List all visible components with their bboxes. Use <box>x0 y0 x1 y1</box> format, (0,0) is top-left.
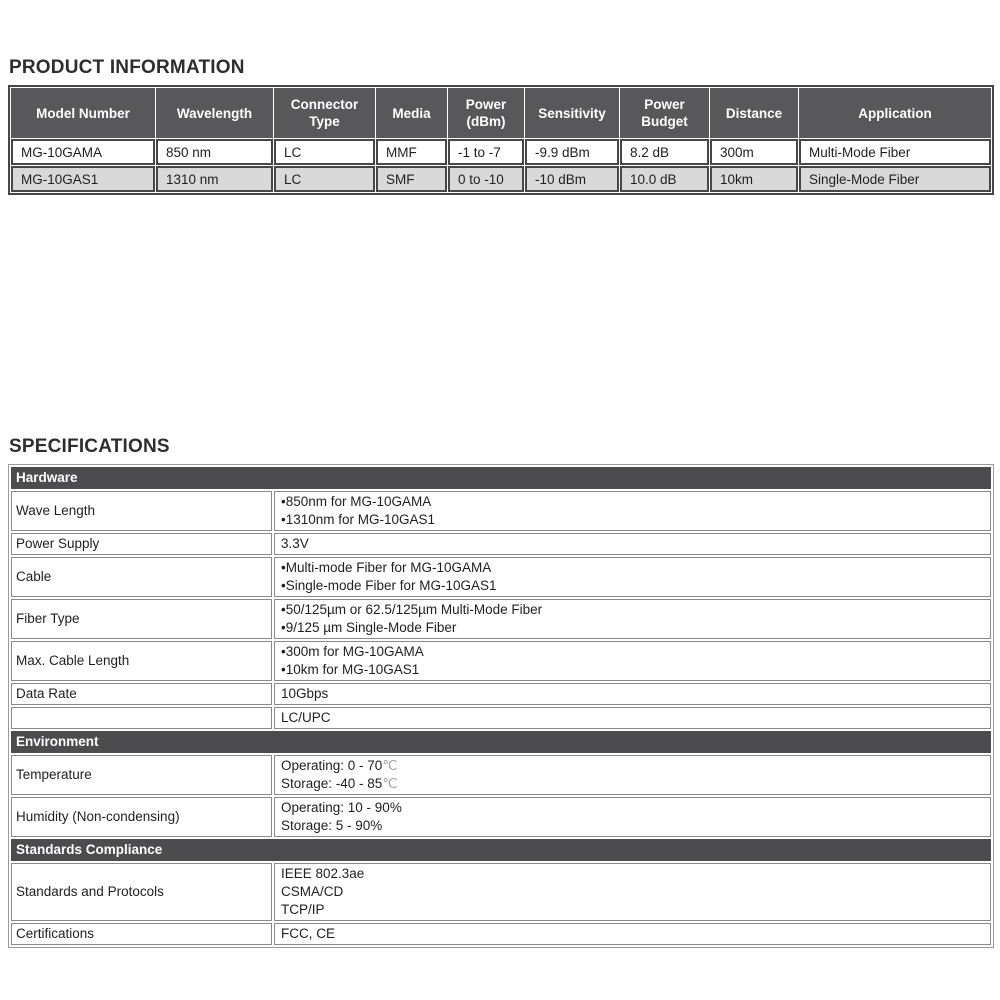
cell-wavelength: 1310 nm <box>156 166 273 192</box>
spec-row-temperature <box>11 755 991 795</box>
spec-value: FCC, CE <box>274 923 991 945</box>
spec-row-connector <box>11 707 991 729</box>
spec-label: Data Rate <box>11 683 272 705</box>
product-info-title: PRODUCT INFORMATION <box>9 57 245 78</box>
cell-model-number: MG-10GAS1 <box>11 166 155 192</box>
cell-power-budget: 8.2 dB <box>620 139 709 165</box>
spec-row-humidity <box>11 797 991 837</box>
spec-label: Fiber Type <box>11 599 272 639</box>
cell-power-dbm: -1 to -7 <box>448 139 524 165</box>
spec-value <box>274 491 991 531</box>
spec-label: Max. Cable Length <box>11 641 272 681</box>
spec-value-line: •300m for MG-10GAMA <box>281 644 424 659</box>
spec-value-line: •Multi-mode Fiber for MG-10GAMA <box>281 560 492 575</box>
cell-connector-type: LC <box>274 139 375 165</box>
spec-value <box>274 797 991 837</box>
cell-distance: 10km <box>710 166 798 192</box>
spec-value-line: •50/125µm or 62.5/125µm Multi-Mode Fiber <box>281 602 543 617</box>
spec-row-max-cable-length <box>11 641 991 681</box>
section-header-label: Hardware <box>11 467 991 489</box>
spec-row-cable <box>11 557 991 597</box>
spec-label: Humidity (Non-condensing) <box>11 797 272 837</box>
spec-label <box>11 707 272 729</box>
spec-label: Power Supply <box>11 533 272 555</box>
spec-value-line: CSMA/CD <box>281 884 344 899</box>
spec-value-line: •Single-mode Fiber for MG-10GAS1 <box>281 578 497 593</box>
cell-media: SMF <box>376 166 447 192</box>
spec-value-line: •10km for MG-10GAS1 <box>281 662 420 677</box>
cell-application: Multi-Mode Fiber <box>799 139 991 165</box>
spec-value-line: Operating: 10 - 90% <box>281 800 402 815</box>
spec-label: Temperature <box>11 755 272 795</box>
cell-model-number: MG-10GAMA <box>11 139 155 165</box>
product-info-table <box>8 85 994 195</box>
cell-sensitivity: -9.9 dBm <box>525 139 619 165</box>
cell-power-budget: 10.0 dB <box>620 166 709 192</box>
col-power-dbm: Power (dBm) <box>448 88 524 138</box>
spec-row-certifications <box>11 923 991 945</box>
specifications-table <box>8 464 994 948</box>
spec-row-data-rate <box>11 683 991 705</box>
cell-power-dbm: 0 to -10 <box>448 166 524 192</box>
spec-label: Wave Length <box>11 491 272 531</box>
spec-row-power-supply <box>11 533 991 555</box>
col-sensitivity: Sensitivity <box>525 88 619 138</box>
col-distance: Distance <box>710 88 798 138</box>
spec-label: Cable <box>11 557 272 597</box>
spec-value <box>274 863 991 921</box>
celsius-glyph: ℃ <box>382 758 398 773</box>
spec-row-wave-length <box>11 491 991 531</box>
spec-value-line: •850nm for MG-10GAMA <box>281 494 432 509</box>
cell-sensitivity: -10 dBm <box>525 166 619 192</box>
spec-row-fiber-type <box>11 599 991 639</box>
celsius-glyph: ℃ <box>382 776 398 791</box>
spec-label: Certifications <box>11 923 272 945</box>
spec-value-line: IEEE 802.3ae <box>281 866 365 881</box>
product-row-mg-10gas1 <box>11 166 991 192</box>
specifications-section <box>8 436 994 948</box>
col-connector-type: Connector Type <box>274 88 375 138</box>
cell-media: MMF <box>376 139 447 165</box>
section-header-environment <box>11 731 991 753</box>
spec-value <box>274 641 991 681</box>
spec-value-line: Storage: -40 - 85℃ <box>281 776 398 791</box>
spec-value: 10Gbps <box>274 683 991 705</box>
spec-value-line: Storage: 5 - 90% <box>281 818 383 833</box>
section-header-label: Standards Compliance <box>11 839 991 861</box>
spec-value: 3.3V <box>274 533 991 555</box>
spec-value-line: •9/125 µm Single-Mode Fiber <box>281 620 457 635</box>
col-power-budget: Power Budget <box>620 88 709 138</box>
spec-value-line: TCP/IP <box>281 902 325 917</box>
col-media: Media <box>376 88 447 138</box>
spec-value-line: •1310nm for MG-10GAS1 <box>281 512 436 527</box>
cell-wavelength: 850 nm <box>156 139 273 165</box>
cell-connector-type: LC <box>274 166 375 192</box>
section-header-hardware <box>11 467 991 489</box>
spec-value <box>274 557 991 597</box>
spec-value <box>274 755 991 795</box>
col-wavelength: Wavelength <box>156 88 273 138</box>
col-application: Application <box>799 88 991 138</box>
product-header-row <box>11 88 991 138</box>
section-header-label: Environment <box>11 731 991 753</box>
spec-value: LC/UPC <box>274 707 991 729</box>
product-row-mg-10gama <box>11 139 991 165</box>
spec-row-standards-protocols <box>11 863 991 921</box>
section-header-standards-compliance <box>11 839 991 861</box>
spec-label: Standards and Protocols <box>11 863 272 921</box>
cell-distance: 300m <box>710 139 798 165</box>
spec-value-line: Operating: 0 - 70℃ <box>281 758 398 773</box>
col-model-number: Model Number <box>11 88 155 138</box>
spec-value <box>274 599 991 639</box>
cell-application: Single-Mode Fiber <box>799 166 991 192</box>
specifications-title: SPECIFICATIONS <box>9 436 170 457</box>
